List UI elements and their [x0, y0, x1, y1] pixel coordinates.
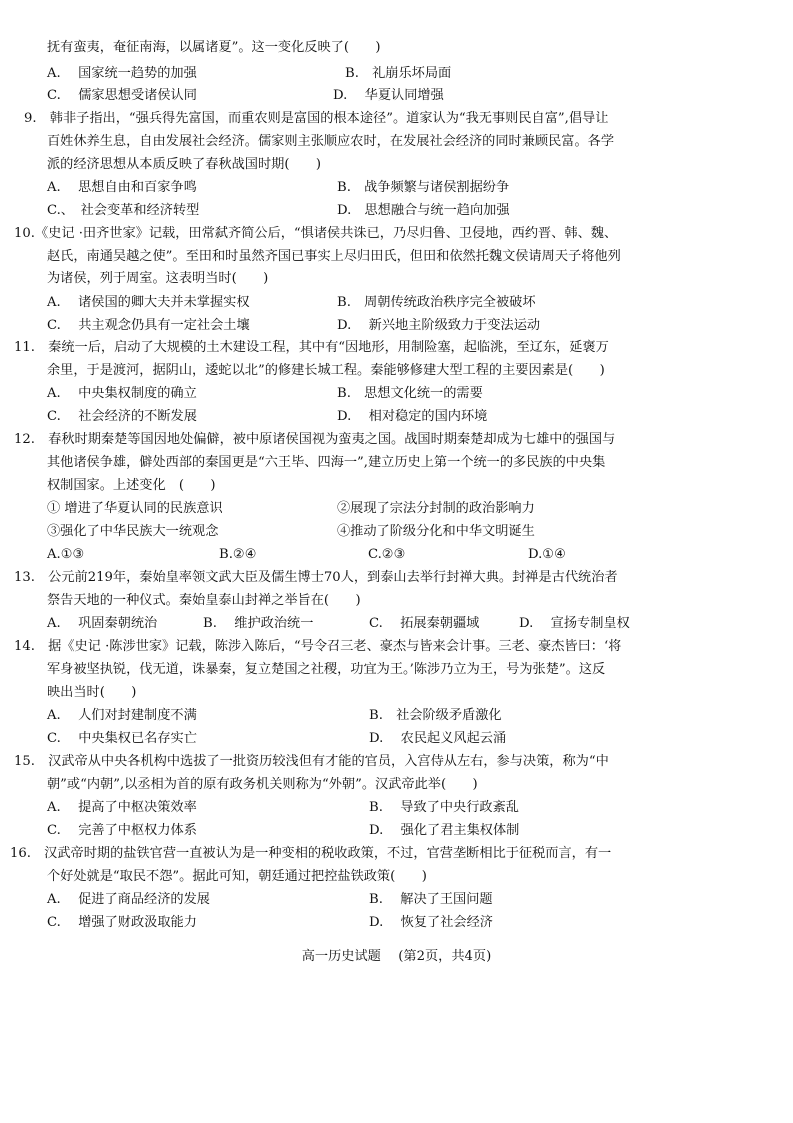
q12-option-c: C.②③	[368, 547, 406, 562]
q13-line-1: 13. 公元前219年，秦始皇率领文武大臣及儒生博士70人，到泰山去举行封禅大典。封禅是古代统治者	[14, 570, 618, 585]
q16-option-b: B. 解决了王国问题	[369, 892, 493, 907]
q11-line-2: 余里，于是渡河，据阴山，逶蛇以北”的修建长城工程。秦能够修建大型工程的主要因素是( )	[47, 363, 605, 378]
q11-option-d: D. 相对稳定的国内环境	[337, 409, 488, 424]
q14-line-2: 军身被坚执锐，伐无道，诛暴秦，复立楚国之社稷，功宜为王。’陈涉乃立为王，号为张楚”。这反	[47, 662, 606, 677]
q11-line-1: 11. 秦统一后，启动了大规模的土木建设工程，其中有“因地形，用制险塞，起临洮，至辽东，延褒万	[14, 340, 609, 355]
q10-option-d: D. 新兴地主阶级致力于变法运动	[337, 318, 541, 333]
q9-line-1: 9. 韩非子指出，“强兵得先富国，而重农则是富国的根本途径”。道家认为“我无事则民自富”,倡导让	[24, 111, 609, 126]
q10-option-c: C. 共主观念仍具有一定社会土壤	[47, 318, 250, 333]
q10-option-a: A. 诸侯国的卿大夫并未掌握实权	[47, 295, 250, 310]
q14-option-b: B. 社会阶级矛盾激化	[369, 708, 502, 723]
q12-option-d: D.①④	[528, 547, 566, 562]
q10-line-2: 赵氏，南通吴越之使”。至田和时虽然齐国已事实上尽归田氏，但田和依然托魏文侯请周天子将他列	[47, 249, 621, 264]
q9-option-b: B. 战争频繁与诸侯割据纷争	[337, 180, 510, 195]
q10-line-1: 10.《史记 ·田齐世家》记载，田常弑齐简公后，“惧诸侯共诛已，乃尽归鲁、卫侵地，西约晋、韩、魏、	[14, 226, 618, 241]
q12-statement-4: ④推动了阶级分化和中华文明诞生	[337, 524, 535, 539]
q16-line-1: 16. 汉武帝时期的盐铁官营一直被认为是一种变相的税收政策，不过，官营垄断相比于征税而言，有一	[10, 846, 612, 861]
q12-statement-2: ②展现了宗法分封制的政治影响力	[337, 501, 535, 516]
q14-option-c: C. 中央集权已名存实亡	[47, 731, 197, 746]
q9-option-a: A. 思想自由和百家争鸣	[47, 180, 197, 195]
q15-option-c: C. 完善了中枢权力体系	[47, 823, 197, 838]
q11-option-c: C. 社会经济的不断发展	[47, 409, 197, 424]
q12-line-3: 权制国家。上述变化 ( )	[47, 478, 216, 493]
q15-option-b: B. 导致了中央行政紊乱	[369, 800, 519, 815]
q14-option-a: A. 人们对封建制度不满	[47, 708, 197, 723]
q10-option-b: B. 周朝传统政治秩序完全被破坏	[337, 295, 536, 310]
page-footer: 高一历史试题 (第2页，共4页)	[301, 949, 492, 964]
q12-line-1: 12. 春秋时期秦楚等国因地处偏僻，被中原诸侯国视为蛮夷之国。战国时期秦楚却成为七雄中的强国与	[14, 432, 616, 447]
q15-line-1: 15. 汉武帝从中央各机构中选拔了一批资历较浅但有才能的官员，入宫侍从左右，参与决策，称为“中	[14, 754, 609, 769]
q9-option-d: D. 思想融合与统一趋向加强	[337, 203, 510, 218]
q9-line-3: 派的经济思想从本质反映了春秋战国时期( )	[47, 157, 322, 172]
q8-option-b: B. 礼崩乐坏局面	[345, 66, 452, 81]
q14-option-d: D. 农民起义风起云涌	[369, 731, 507, 746]
q16-option-c: C. 增强了财政汲取能力	[47, 915, 197, 930]
q16-line-2: 个好处就是“取民不怨”。据此可知，朝廷通过把控盐铁政策( )	[47, 869, 427, 884]
q8-option-a: A. 国家统一趋势的加强	[47, 66, 197, 81]
q13-option-b: B. 维护政治统一	[203, 616, 314, 631]
q12-option-b: B.②④	[219, 547, 257, 562]
q15-option-d: D. 强化了君主集权体制	[369, 823, 520, 838]
q11-option-b: B. 思想文化统一的需要	[337, 386, 483, 401]
q13-option-d: D. 宣扬专制皇权	[519, 616, 630, 631]
q12-option-a: A.①③	[47, 547, 85, 562]
q11-option-a: A. 中央集权制度的确立	[47, 386, 197, 401]
q14-line-1: 14. 据《史记 ·陈涉世家》记载，陈涉入陈后，“号令召三老、豪杰与皆来会计事。三老、豪杰皆曰：‘将	[14, 639, 622, 654]
q8-option-d: D. 华夏认同增强	[333, 88, 444, 103]
q12-statement-1: ① 增进了华夏认同的民族意识	[47, 501, 223, 516]
q12-statement-3: ③强化了中华民族大一统观念	[47, 524, 219, 539]
q13-line-2: 祭告天地的一种仪式。秦始皇泰山封禅之举旨在( )	[47, 593, 361, 608]
q12-line-2: 其他诸侯争雄，僻处西部的秦国更是“六王毕、四海一”,建立历史上第一个统一的多民族的中央集	[47, 455, 606, 470]
q13-option-a: A. 巩固秦朝统治	[47, 616, 158, 631]
q13-option-c: C. 拓展秦朝疆域	[369, 616, 480, 631]
q8-option-c: C. 儒家思想受诸侯认同	[47, 88, 197, 103]
q16-option-d: D. 恢复了社会经济	[369, 915, 493, 930]
q9-option-c: C.、 社会变革和经济转型	[47, 203, 200, 218]
q15-option-a: A. 提高了中枢决策效率	[47, 800, 197, 815]
q15-line-2: 朝”或“内朝”,以丞相为首的原有政务机关则称为“外朝”。汉武帝此举( )	[47, 777, 478, 792]
q10-line-3: 为诸侯，列于周室。这表明当时( )	[47, 271, 269, 286]
q8-line-1: 抚有蛮夷，奄征南海，以属诸夏”。这一变化反映了( )	[47, 40, 381, 55]
q9-line-2: 百姓休养生息，自由发展社会经济。儒家则主张顺应农时，在发展社会经济的同时兼顾民富。各学	[47, 134, 615, 149]
q14-line-3: 映出当时( )	[47, 685, 137, 700]
q16-option-a: A. 促进了商品经济的发展	[47, 892, 210, 907]
